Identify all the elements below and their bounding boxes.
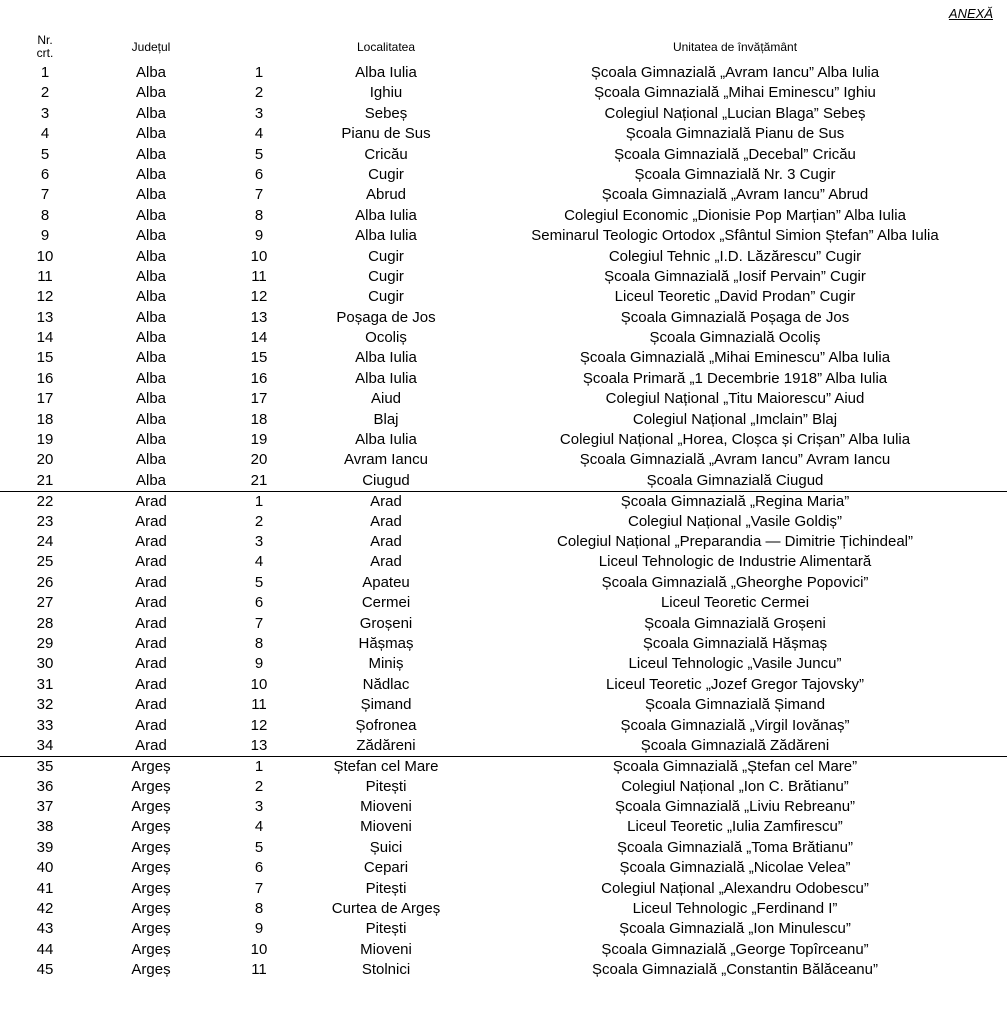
- cell-nr: 40: [36, 859, 54, 877]
- cell-nr: 37: [36, 798, 54, 816]
- table-row: [0, 124, 1007, 144]
- cell-judet: Alba: [135, 369, 167, 387]
- cell-localitate: Cricău: [364, 145, 408, 163]
- cell-nr: 42: [36, 900, 54, 918]
- cell-index: 10: [250, 247, 268, 265]
- cell-unitate: Liceul Tehnologic „Vasile Juncu”: [628, 655, 842, 673]
- cell-judet: Arad: [135, 532, 167, 550]
- cell-judet: Arad: [135, 553, 167, 571]
- cell-judet: Alba: [135, 186, 167, 204]
- cell-judet: Argeș: [131, 920, 171, 938]
- cell-nr: 33: [36, 716, 54, 734]
- cell-nr: 25: [36, 553, 54, 571]
- cell-nr: 23: [36, 512, 54, 530]
- cell-localitate: Mioveni: [360, 940, 412, 958]
- cell-index: 19: [250, 431, 268, 449]
- cell-index: 18: [250, 410, 268, 428]
- cell-nr: 14: [36, 329, 54, 347]
- cell-localitate: Avram Iancu: [344, 451, 428, 469]
- cell-index: 2: [254, 84, 264, 102]
- cell-nr: 31: [36, 675, 54, 693]
- cell-unitate: Școala Gimnazială „Constantin Bălăceanu”: [592, 961, 878, 979]
- cell-index: 4: [254, 553, 264, 571]
- cell-nr: 38: [36, 818, 54, 836]
- cell-unitate: Școala Gimnazială „Nicolae Velea”: [619, 859, 851, 877]
- cell-judet: Alba: [135, 145, 167, 163]
- cell-nr: 30: [36, 655, 54, 673]
- table-row: [0, 614, 1007, 634]
- cell-judet: Arad: [135, 736, 167, 754]
- cell-index: 10: [250, 940, 268, 958]
- cell-nr: 29: [36, 634, 54, 652]
- cell-judet: Arad: [135, 675, 167, 693]
- cell-nr: 3: [40, 104, 50, 122]
- cell-unitate: Liceul Teoretic „Iulia Zamfirescu”: [627, 818, 843, 836]
- cell-index: 13: [250, 736, 268, 754]
- cell-unitate: Școala Gimnazială Groșeni: [644, 614, 826, 632]
- cell-localitate: Alba Iulia: [355, 206, 417, 224]
- cell-nr: 6: [40, 165, 50, 183]
- cell-nr: 13: [36, 308, 54, 326]
- cell-unitate: Școala Gimnazială Hășmaș: [642, 634, 828, 652]
- annex-label: ANEXĂ: [948, 6, 993, 21]
- cell-unitate: Școala Gimnazială „Gheorghe Popovici”: [601, 573, 869, 591]
- cell-nr: 8: [40, 206, 50, 224]
- table-row: [0, 899, 1007, 919]
- cell-unitate: Liceul Teoretic „David Prodan” Cugir: [614, 288, 856, 306]
- cell-judet: Alba: [135, 227, 167, 245]
- cell-index: 11: [251, 696, 267, 714]
- cell-nr: 44: [36, 940, 54, 958]
- table-row: [0, 593, 1007, 613]
- cell-unitate: Colegiul Național „Imclain” Blaj: [632, 410, 838, 428]
- cell-unitate: Școala Gimnazială Ciugud: [646, 471, 824, 489]
- table-row: [0, 797, 1007, 817]
- cell-nr: 11: [37, 267, 53, 285]
- cell-index: 9: [254, 655, 264, 673]
- cell-unitate: Școala Gimnazială Nr. 3 Cugir: [634, 165, 836, 183]
- cell-nr: 27: [36, 594, 54, 612]
- cell-unitate: Colegiul Național „Lucian Blaga” Sebeș: [604, 104, 866, 122]
- cell-index: 4: [254, 818, 264, 836]
- cell-localitate: Arad: [370, 493, 402, 511]
- cell-unitate: Colegiul Național „Alexandru Odobescu”: [601, 879, 869, 897]
- cell-judet: Arad: [135, 696, 167, 714]
- cell-judet: Alba: [135, 247, 167, 265]
- cell-nr: 17: [36, 390, 54, 408]
- cell-judet: Argeș: [131, 777, 171, 795]
- cell-nr: 28: [36, 614, 54, 632]
- cell-localitate: Abrud: [365, 186, 407, 204]
- cell-localitate: Ciugud: [362, 471, 410, 489]
- table-row: [0, 838, 1007, 858]
- table-row: [0, 165, 1007, 185]
- cell-index: 4: [254, 125, 264, 143]
- cell-judet: Alba: [135, 267, 167, 285]
- cell-localitate: Groșeni: [359, 614, 413, 632]
- cell-index: 5: [254, 145, 264, 163]
- cell-index: 7: [254, 614, 264, 632]
- cell-localitate: Ștefan cel Mare: [333, 758, 439, 776]
- cell-index: 11: [251, 961, 267, 979]
- cell-nr: 45: [36, 961, 54, 979]
- cell-judet: Argeș: [131, 900, 171, 918]
- cell-index: 12: [250, 288, 268, 306]
- cell-judet: Alba: [135, 84, 167, 102]
- cell-unitate: Școala Gimnazială „George Topîrceanu”: [601, 940, 869, 958]
- cell-unitate: Colegiul Național „Vasile Goldiș”: [628, 512, 842, 530]
- cell-localitate: Arad: [370, 532, 402, 550]
- cell-judet: Arad: [135, 512, 167, 530]
- cell-judet: Arad: [135, 655, 167, 673]
- cell-unitate: Școala Gimnazială „Decebal” Cricău: [614, 145, 856, 163]
- cell-index: 10: [250, 675, 268, 693]
- table-row: [0, 389, 1007, 409]
- table-row: [0, 491, 1007, 511]
- cell-unitate: Școala Gimnazială „Mihai Eminescu” Alba Iulia: [579, 349, 891, 367]
- cell-index: 17: [250, 390, 268, 408]
- cell-judet: Alba: [135, 451, 167, 469]
- table-row: [0, 960, 1007, 980]
- table-row: [0, 736, 1007, 756]
- cell-unitate: Școala Gimnazială Șimand: [644, 696, 826, 714]
- cell-unitate: Școala Gimnazială Ocoliș: [649, 329, 821, 347]
- table-row: [0, 716, 1007, 736]
- cell-unitate: Școala Gimnazială „Ion Minulescu”: [619, 920, 851, 938]
- cell-unitate: Școala Gimnazială „Ștefan cel Mare”: [612, 758, 858, 776]
- cell-index: 20: [250, 451, 268, 469]
- cell-nr: 21: [36, 471, 54, 489]
- cell-unitate: Seminarul Teologic Ortodox „Sfântul Simion Ștefan” Alba Iulia: [531, 227, 939, 245]
- cell-nr: 10: [36, 247, 54, 265]
- cell-nr: 43: [36, 920, 54, 938]
- table-row: [0, 410, 1007, 430]
- cell-nr: 9: [40, 227, 50, 245]
- table-row: [0, 287, 1007, 307]
- table-row: [0, 450, 1007, 470]
- cell-unitate: Școala Gimnazială „Virgil Iovănaș”: [620, 716, 850, 734]
- cell-judet: Arad: [135, 614, 167, 632]
- cell-nr: 20: [36, 451, 54, 469]
- table-row: [0, 654, 1007, 674]
- cell-judet: Arad: [135, 716, 167, 734]
- table-row: [0, 471, 1007, 491]
- cell-unitate: Liceul Teoretic Cermei: [660, 594, 810, 612]
- table-row: [0, 777, 1007, 797]
- cell-localitate: Cugir: [368, 165, 404, 183]
- cell-index: 13: [250, 308, 268, 326]
- cell-judet: Argeș: [131, 961, 171, 979]
- table-row: [0, 858, 1007, 878]
- table-row: [0, 552, 1007, 572]
- table-row: [0, 267, 1007, 287]
- table-row: [0, 756, 1007, 776]
- cell-unitate: Colegiul Național „Titu Maiorescu” Aiud: [605, 390, 865, 408]
- table-row: [0, 919, 1007, 939]
- cell-index: 8: [254, 900, 264, 918]
- table-row: [0, 573, 1007, 593]
- cell-nr: 34: [36, 736, 54, 754]
- table-row: [0, 675, 1007, 695]
- cell-localitate: Alba Iulia: [355, 369, 417, 387]
- table-row: [0, 817, 1007, 837]
- cell-localitate: Sebeș: [364, 104, 408, 122]
- table-row: [0, 512, 1007, 532]
- cell-index: 3: [254, 532, 264, 550]
- cell-localitate: Curtea de Argeș: [331, 900, 441, 918]
- cell-localitate: Arad: [370, 512, 402, 530]
- cell-index: 16: [250, 369, 268, 387]
- table-header: [0, 34, 1007, 64]
- table-row: [0, 83, 1007, 103]
- table-row: [0, 369, 1007, 389]
- cell-localitate: Mioveni: [360, 818, 412, 836]
- cell-nr: 7: [40, 186, 50, 204]
- table-row: [0, 348, 1007, 368]
- cell-index: 6: [254, 594, 264, 612]
- header-unitate: Unitatea de învățământ: [672, 40, 798, 54]
- cell-nr: 22: [36, 493, 54, 511]
- cell-judet: Alba: [135, 349, 167, 367]
- cell-unitate: Liceul Teoretic „Jozef Gregor Tajovsky”: [606, 675, 864, 693]
- cell-localitate: Alba Iulia: [355, 64, 417, 81]
- header-nr-crt: Nr. crt.: [36, 33, 54, 60]
- table-body: [0, 63, 1007, 981]
- cell-unitate: Școala Gimnazială „Avram Iancu” Avram Iancu: [579, 451, 891, 469]
- cell-judet: Argeș: [131, 798, 171, 816]
- cell-index: 14: [250, 329, 268, 347]
- cell-localitate: Pitești: [365, 879, 407, 897]
- cell-localitate: Blaj: [373, 410, 399, 428]
- cell-localitate: Cugir: [368, 247, 404, 265]
- cell-judet: Alba: [135, 390, 167, 408]
- table-row: [0, 695, 1007, 715]
- cell-localitate: Poșaga de Jos: [336, 308, 436, 326]
- cell-nr: 39: [36, 838, 54, 856]
- table-row: [0, 226, 1007, 246]
- cell-judet: Alba: [135, 206, 167, 224]
- cell-index: 6: [254, 859, 264, 877]
- cell-unitate: Școala Gimnazială „Avram Iancu” Alba Iulia: [590, 64, 880, 81]
- cell-index: 11: [251, 267, 267, 285]
- cell-judet: Arad: [135, 573, 167, 591]
- cell-judet: Alba: [135, 165, 167, 183]
- cell-judet: Argeș: [131, 758, 171, 776]
- cell-index: 2: [254, 777, 264, 795]
- cell-index: 9: [254, 227, 264, 245]
- cell-localitate: Nădlac: [362, 675, 410, 693]
- cell-unitate: Colegiul Tehnic „I.D. Lăzărescu” Cugir: [608, 247, 862, 265]
- cell-judet: Argeș: [131, 940, 171, 958]
- cell-nr: 15: [36, 349, 54, 367]
- cell-judet: Argeș: [131, 818, 171, 836]
- cell-index: 5: [254, 838, 264, 856]
- table-row: [0, 430, 1007, 450]
- cell-unitate: Colegiul Național „Horea, Cloșca și Crișan” Alba Iulia: [559, 431, 911, 449]
- cell-index: 15: [250, 349, 268, 367]
- cell-localitate: Aiud: [370, 390, 402, 408]
- cell-index: 1: [254, 758, 264, 776]
- table-row: [0, 206, 1007, 226]
- cell-nr: 26: [36, 573, 54, 591]
- cell-index: 9: [254, 920, 264, 938]
- cell-unitate: Școala Primară „1 Decembrie 1918” Alba Iulia: [582, 369, 888, 387]
- cell-nr: 41: [36, 879, 54, 897]
- cell-nr: 35: [36, 758, 54, 776]
- cell-judet: Alba: [135, 308, 167, 326]
- cell-unitate: Școala Gimnazială „Regina Maria”: [620, 493, 850, 511]
- cell-index: 8: [254, 206, 264, 224]
- cell-judet: Arad: [135, 594, 167, 612]
- cell-judet: Alba: [135, 125, 167, 143]
- cell-judet: Argeș: [131, 859, 171, 877]
- cell-index: 3: [254, 798, 264, 816]
- table-row: [0, 634, 1007, 654]
- cell-localitate: Zădăreni: [356, 736, 416, 754]
- cell-localitate: Ighiu: [369, 84, 403, 102]
- cell-localitate: Cepari: [363, 859, 409, 877]
- cell-localitate: Cugir: [368, 267, 404, 285]
- cell-localitate: Apateu: [362, 573, 410, 591]
- cell-judet: Alba: [135, 471, 167, 489]
- cell-judet: Alba: [135, 410, 167, 428]
- cell-judet: Alba: [135, 104, 167, 122]
- cell-nr: 36: [36, 777, 54, 795]
- cell-judet: Argeș: [131, 838, 171, 856]
- cell-unitate: Colegiul Național „Ion C. Brătianu”: [621, 777, 849, 795]
- cell-localitate: Cugir: [368, 288, 404, 306]
- cell-unitate: Școala Gimnazială „Liviu Rebreanu”: [614, 798, 856, 816]
- header-judet: Județul: [131, 40, 171, 54]
- cell-nr: 5: [40, 145, 50, 163]
- cell-nr: 16: [36, 369, 54, 387]
- cell-localitate: Șofronea: [355, 716, 417, 734]
- cell-judet: Arad: [135, 493, 167, 511]
- table-row: [0, 145, 1007, 165]
- cell-unitate: Școala Gimnazială Poșaga de Jos: [620, 308, 850, 326]
- table-row: [0, 328, 1007, 348]
- cell-index: 7: [254, 879, 264, 897]
- cell-unitate: Colegiul Economic „Dionisie Pop Marțian” Alba Iulia: [564, 206, 906, 224]
- cell-unitate: Liceul Tehnologic „Ferdinand I”: [632, 900, 838, 918]
- cell-unitate: Școala Gimnazială Pianu de Sus: [625, 125, 845, 143]
- cell-localitate: Pitești: [365, 920, 407, 938]
- table-row: [0, 308, 1007, 328]
- table-row: [0, 879, 1007, 899]
- cell-unitate: Școala Gimnazială „Toma Brătianu”: [617, 838, 853, 856]
- cell-localitate: Stolnici: [361, 961, 411, 979]
- cell-localitate: Cermei: [361, 594, 411, 612]
- table-row: [0, 247, 1007, 267]
- cell-index: 5: [254, 573, 264, 591]
- cell-localitate: Pianu de Sus: [341, 125, 431, 143]
- cell-localitate: Hășmaș: [358, 634, 414, 652]
- table-row: [0, 63, 1007, 83]
- cell-localitate: Alba Iulia: [355, 227, 417, 245]
- cell-localitate: Ocoliș: [365, 329, 407, 347]
- cell-index: 8: [254, 634, 264, 652]
- cell-localitate: Șimand: [360, 696, 412, 714]
- cell-judet: Alba: [135, 64, 167, 81]
- cell-localitate: Miniș: [368, 655, 404, 673]
- cell-unitate: Școala Gimnazială „Avram Iancu” Abrud: [601, 186, 869, 204]
- cell-unitate: Școala Gimnazială „Iosif Pervain” Cugir: [604, 267, 866, 285]
- cell-judet: Alba: [135, 431, 167, 449]
- table-row: [0, 532, 1007, 552]
- cell-nr: 4: [40, 125, 50, 143]
- cell-index: 7: [254, 186, 264, 204]
- cell-nr: 1: [40, 64, 50, 81]
- cell-localitate: Mioveni: [360, 798, 412, 816]
- cell-unitate: Școala Gimnazială „Mihai Eminescu” Ighiu: [594, 84, 876, 102]
- table-row: [0, 185, 1007, 205]
- cell-nr: 24: [36, 532, 54, 550]
- table-row: [0, 104, 1007, 124]
- cell-index: 1: [254, 493, 264, 511]
- cell-index: 6: [254, 165, 264, 183]
- cell-judet: Arad: [135, 634, 167, 652]
- cell-unitate: Liceul Tehnologic de Industrie Alimentară: [598, 553, 872, 571]
- table-row: [0, 940, 1007, 960]
- cell-nr: 19: [36, 431, 54, 449]
- cell-index: 12: [250, 716, 268, 734]
- cell-nr: 12: [36, 288, 54, 306]
- cell-unitate: Școala Gimnazială Zădăreni: [640, 736, 830, 754]
- header-localitate: Localitatea: [356, 40, 416, 54]
- cell-nr: 18: [36, 410, 54, 428]
- cell-localitate: Arad: [370, 553, 402, 571]
- cell-index: 21: [250, 471, 268, 489]
- cell-localitate: Alba Iulia: [355, 349, 417, 367]
- cell-unitate: Colegiul Național „Preparandia — Dimitrie Țichindeal”: [557, 532, 913, 550]
- cell-localitate: Alba Iulia: [355, 431, 417, 449]
- cell-index: 2: [254, 512, 264, 530]
- cell-localitate: Pitești: [365, 777, 407, 795]
- cell-judet: Alba: [135, 288, 167, 306]
- cell-nr: 32: [36, 696, 54, 714]
- cell-index: 1: [254, 64, 264, 81]
- cell-nr: 2: [40, 84, 50, 102]
- cell-index: 3: [254, 104, 264, 122]
- cell-localitate: Șuici: [369, 838, 403, 856]
- cell-judet: Argeș: [131, 879, 171, 897]
- cell-judet: Alba: [135, 329, 167, 347]
